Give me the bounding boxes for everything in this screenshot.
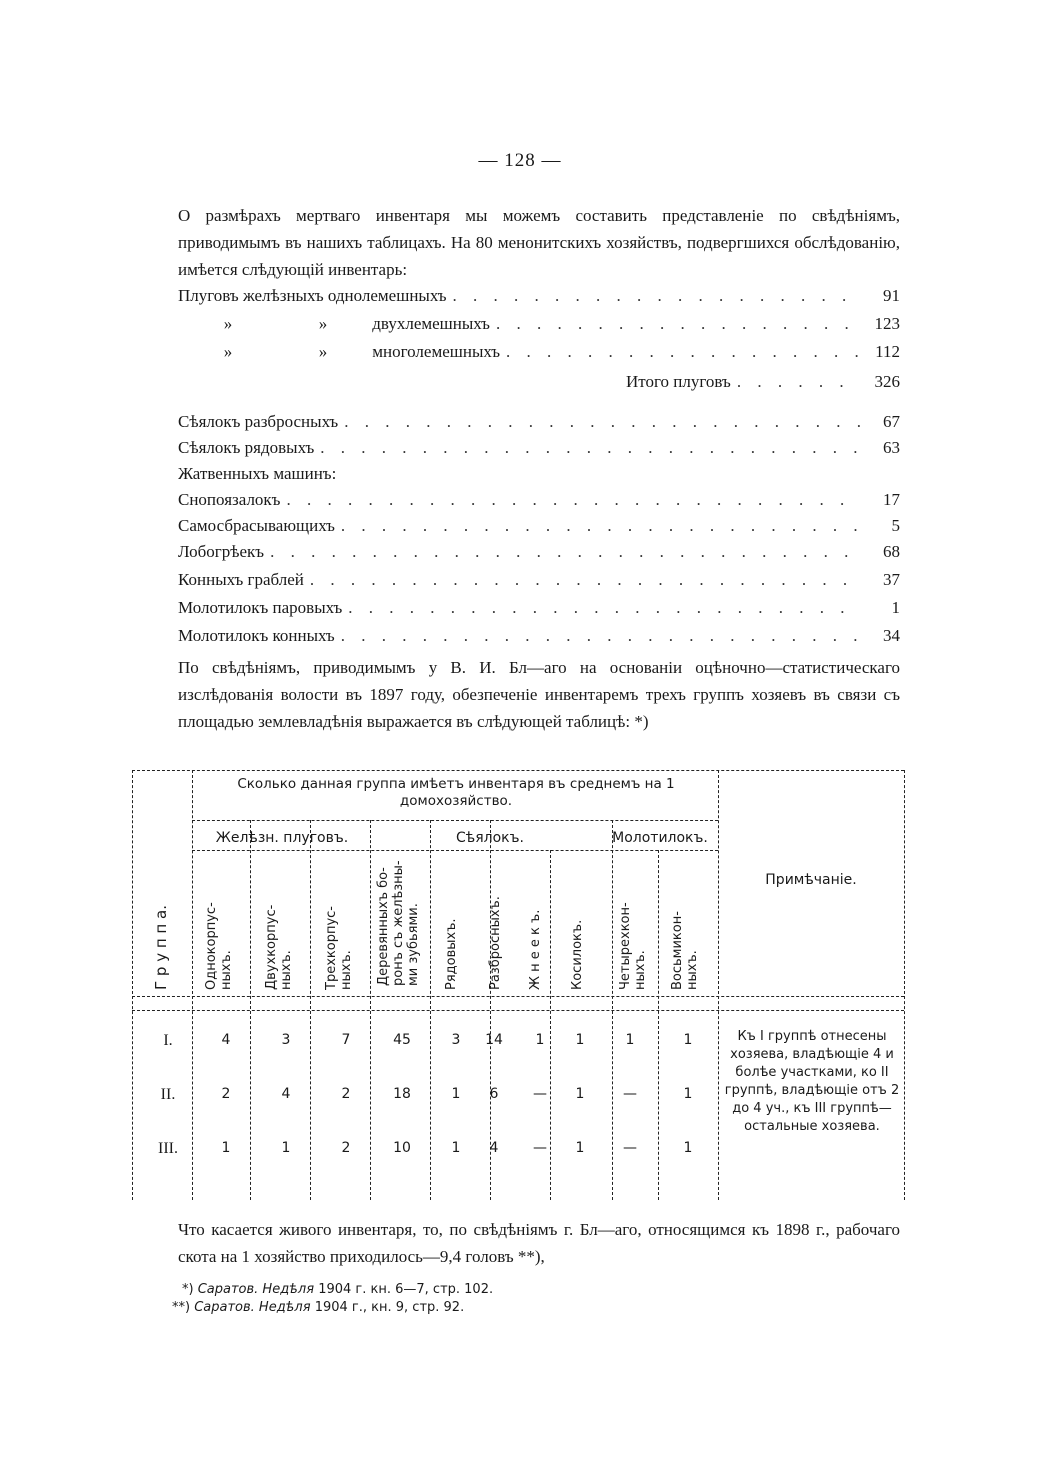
inventory-label: многолемешныхъ: [372, 342, 501, 361]
column-header: Однокорпус- ныхъ.: [204, 902, 234, 990]
inventory-value: 63: [883, 438, 900, 457]
inventory-label: Конныхъ граблей: [178, 570, 304, 589]
inventory-label: Итого плуговъ: [626, 372, 731, 391]
table-cell: 6: [489, 1086, 499, 1102]
table-cell: 3: [451, 1032, 461, 1048]
table-cell: 1: [221, 1140, 231, 1156]
second-paragraph: По свѣдѣніямъ, приводимымъ у В. И. Бл—аго на основаніи оцѣночно—статистическаго изслѣдованія волости въ 1897 году, обезпеченіе инвентаремъ трехъ группъ хозяевъ въ связи съ площадью землевладѣнія выражается въ слѣдующей таблицѣ: *): [178, 658, 900, 731]
table-cell: 10: [393, 1140, 411, 1156]
table-cell: 1: [683, 1032, 693, 1048]
ditto-mark: »: [318, 314, 328, 333]
inventory-label: Самосбрасывающихъ: [178, 516, 335, 535]
ditto-mark: »: [223, 342, 233, 361]
table-cell: 2: [221, 1086, 231, 1102]
ditto-mark: »: [223, 314, 233, 333]
table-cell: —: [533, 1086, 547, 1102]
table-cell: 4: [221, 1032, 231, 1048]
column-header: Рядовыхъ.: [444, 918, 459, 990]
group-label: I.: [163, 1032, 173, 1049]
table-cell: 3: [281, 1032, 291, 1048]
table-cell: 1: [625, 1032, 635, 1048]
column-header: Ж н е е к ъ.: [528, 909, 543, 990]
inventory-row: [178, 464, 900, 490]
inventory-value: 37: [883, 570, 900, 589]
inventory-label: двухлемешныхъ: [372, 314, 490, 333]
table-cell: 14: [485, 1032, 503, 1048]
table-cell: 1: [281, 1140, 291, 1156]
inventory-label: Плуговъ желѣзныхъ однолемешныхъ: [178, 286, 447, 305]
group-header-threshers: Молотилокъ.: [612, 830, 708, 846]
intro-paragraph: О размѣрахъ мертваго инвентаря мы можемъ составить представленіе по свѣдѣніямъ, приводимымъ въ нашихъ таблицахъ. На 80 менонитскихъ хозяйствъ, подвергшихся обслѣдованію, имѣется слѣдующій инвентарь:: [178, 206, 900, 279]
inventory-label: Сѣялокъ рядовыхъ: [178, 438, 315, 457]
column-header: Деревянныхъ бо- ронъ съ желѣзны- ми зубьями.: [376, 860, 421, 986]
inventory-row: [178, 490, 900, 516]
top-header: Сколько данная группа имѣетъ инвентаря въ среднемъ на 1 домохозяйство.: [237, 776, 675, 809]
group-label: III.: [158, 1140, 178, 1157]
footnote-mark: *): [182, 1282, 194, 1297]
group-header-seeders: Сѣялокъ.: [456, 830, 524, 846]
inventory-row: [178, 626, 900, 652]
table-cell: 1: [575, 1140, 585, 1156]
inventory-value: 17: [883, 490, 900, 509]
table-cell: —: [623, 1140, 637, 1156]
inventory-row: [178, 412, 900, 438]
table-cell: 1: [683, 1140, 693, 1156]
inventory-total-row: [626, 372, 900, 398]
table-cell: 7: [341, 1032, 351, 1048]
column-header: Четырехкон- ныхъ.: [618, 902, 648, 990]
inventory-value: 68: [883, 542, 900, 561]
footnote-source: Саратов. Недѣля: [194, 1300, 311, 1315]
footnote-mark: **): [172, 1300, 191, 1315]
inventory-row: [178, 570, 900, 596]
column-header: Восьмикон- ныхъ.: [670, 911, 700, 990]
notes-header: Примѣчаніе.: [765, 872, 857, 888]
inventory-value: 5: [891, 516, 900, 535]
table-cell: 1: [535, 1032, 545, 1048]
inventory-table: [132, 770, 904, 1200]
table-cell: 2: [341, 1086, 351, 1102]
inventory-row: [178, 438, 900, 464]
table-cell: 1: [575, 1086, 585, 1102]
inventory-row: [178, 314, 900, 340]
table-cell: 4: [281, 1086, 291, 1102]
table-cell: —: [623, 1086, 637, 1102]
inventory-value: 67: [883, 412, 900, 431]
column-header: Трехкорпус- ныхъ.: [324, 906, 354, 990]
table-cell: 1: [575, 1032, 585, 1048]
inventory-value: 1: [891, 598, 900, 617]
group-column-header: Г р у п п а.: [152, 905, 170, 990]
column-header: Косилокъ.: [570, 919, 585, 990]
ditto-mark: »: [318, 342, 328, 361]
inventory-value: 34: [883, 626, 900, 645]
table-cell: 1: [451, 1086, 461, 1102]
inventory-row: [178, 598, 900, 624]
inventory-label: Молотилокъ конныхъ: [178, 626, 335, 645]
third-paragraph: Что касается живого инвентаря, то, по свѣдѣніямъ г. Бл—аго, относящимся къ 1898 г., рабочаго скота на 1 хозяйство приходилось—9,4 головъ **),: [178, 1220, 900, 1266]
footnote-source: Саратов. Недѣля: [197, 1282, 315, 1297]
inventory-value: 326: [874, 372, 900, 391]
inventory-label: Молотилокъ паровыхъ: [178, 598, 343, 617]
inventory-label: Сѣялокъ разбросныхъ: [178, 412, 339, 431]
table-cell: 18: [393, 1086, 411, 1102]
inventory-row: [178, 516, 900, 542]
table-note: Къ I группѣ отнесены хозяева, владѣющіе 4 и болѣе участками, ко II группѣ, владѣющіе отъ 2 до 4 уч., къ III группѣ—остальные хозяева.: [724, 1029, 900, 1134]
inventory-row: [178, 286, 900, 312]
table-cell: 1: [451, 1140, 461, 1156]
group-header-plows: Желѣзн. плуговъ.: [215, 830, 349, 846]
table-cell: 2: [341, 1140, 351, 1156]
inventory-label: Жатвенныхъ машинъ:: [178, 464, 337, 483]
footnote-rest: 1904 г. кн. 6—7, стр. 102.: [314, 1282, 494, 1297]
footnote: [172, 1300, 464, 1315]
group-label: II.: [160, 1086, 176, 1103]
table-cell: 4: [489, 1140, 499, 1156]
footnote-rest: 1904 г., кн. 9, стр. 92.: [310, 1300, 465, 1315]
inventory-value: 112: [875, 342, 900, 361]
table-cell: —: [533, 1140, 547, 1156]
page-number: — 128 —: [478, 150, 562, 171]
table-cell: 45: [393, 1032, 411, 1048]
footnote: [182, 1282, 493, 1297]
column-header: Разбросныхъ.: [488, 896, 503, 990]
inventory-value: 123: [874, 314, 900, 333]
inventory-value: 91: [883, 286, 900, 305]
column-header: Двухкорпус- ныхъ.: [264, 904, 294, 990]
inventory-label: Снопоязалокъ: [178, 490, 281, 509]
table-cell: 1: [683, 1086, 693, 1102]
inventory-row: [178, 542, 900, 568]
inventory-row: [178, 342, 900, 368]
inventory-label: Лобогрѣекъ: [178, 542, 265, 561]
